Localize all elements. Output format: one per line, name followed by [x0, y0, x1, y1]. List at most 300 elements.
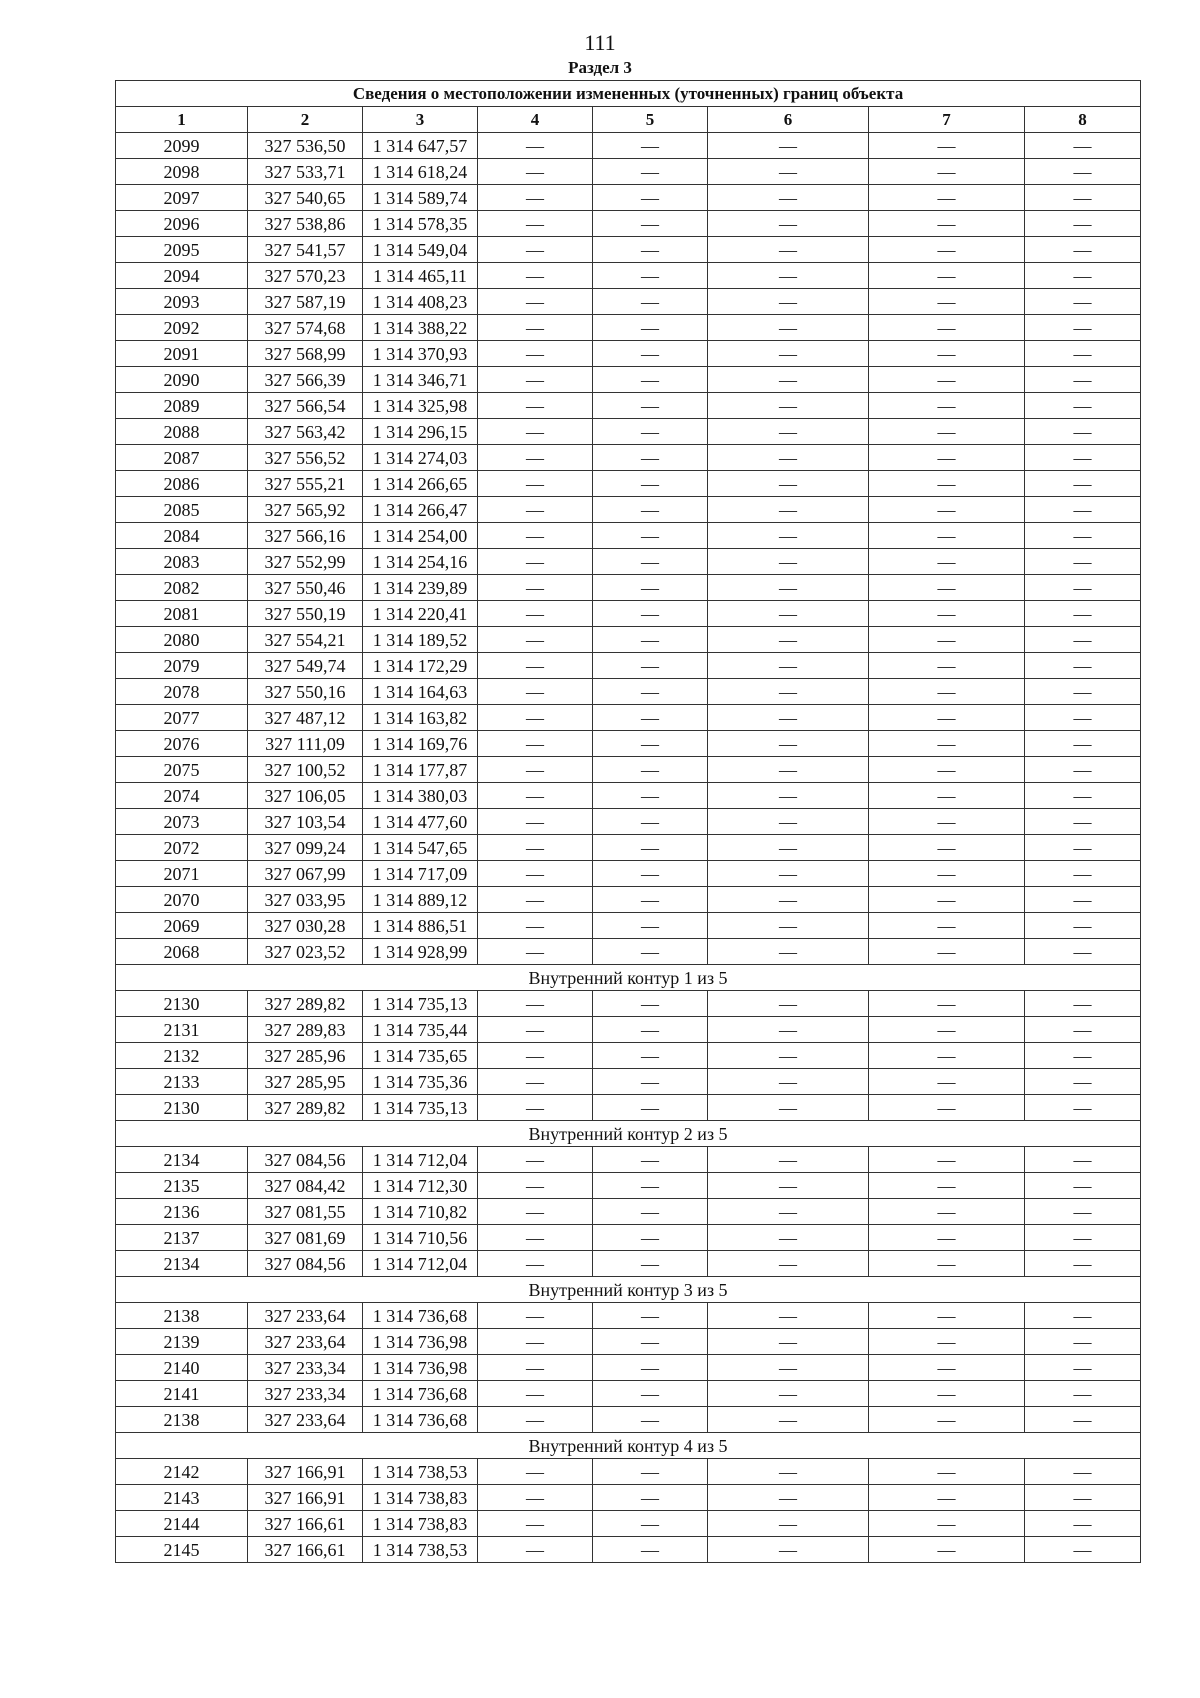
empty-value-dash: — [869, 1407, 1025, 1433]
point-number-cell: 2134 [116, 1251, 248, 1277]
empty-value-dash: — [478, 263, 593, 289]
table-row [116, 133, 1141, 159]
empty-value-dash: — [1025, 679, 1141, 705]
table-row [116, 1303, 1141, 1329]
empty-value-dash: — [478, 1199, 593, 1225]
empty-value-dash: — [478, 1095, 593, 1121]
empty-value-dash: — [1025, 237, 1141, 263]
empty-value-dash: — [1025, 315, 1141, 341]
contour-label: Внутренний контур 1 из 5 [116, 965, 1141, 991]
x-coordinate-cell: 327 550,19 [248, 601, 363, 627]
empty-value-dash: — [593, 1537, 708, 1563]
empty-value-dash: — [478, 1381, 593, 1407]
empty-value-dash: — [869, 237, 1025, 263]
empty-value-dash: — [708, 991, 869, 1017]
empty-value-dash: — [593, 991, 708, 1017]
point-number-cell: 2069 [116, 913, 248, 939]
empty-value-dash: — [478, 367, 593, 393]
table-row [116, 341, 1141, 367]
empty-value-dash: — [478, 549, 593, 575]
empty-value-dash: — [869, 1459, 1025, 1485]
empty-value-dash: — [1025, 809, 1141, 835]
empty-value-dash: — [593, 1511, 708, 1537]
y-coordinate-cell: 1 314 618,24 [363, 159, 478, 185]
point-number-cell: 2139 [116, 1329, 248, 1355]
point-number-cell: 2098 [116, 159, 248, 185]
point-number-cell: 2068 [116, 939, 248, 965]
point-number-cell: 2143 [116, 1485, 248, 1511]
table-row [116, 705, 1141, 731]
empty-value-dash: — [708, 757, 869, 783]
point-number-cell: 2075 [116, 757, 248, 783]
point-number-cell: 2089 [116, 393, 248, 419]
empty-value-dash: — [593, 1225, 708, 1251]
contour-header-row [116, 1277, 1141, 1303]
empty-value-dash: — [708, 497, 869, 523]
y-coordinate-cell: 1 314 738,83 [363, 1485, 478, 1511]
empty-value-dash: — [708, 1459, 869, 1485]
empty-value-dash: — [708, 1511, 869, 1537]
empty-value-dash: — [593, 471, 708, 497]
x-coordinate-cell: 327 084,42 [248, 1173, 363, 1199]
contour-label: Внутренний контур 3 из 5 [116, 1277, 1141, 1303]
empty-value-dash: — [708, 1303, 869, 1329]
y-coordinate-cell: 1 314 712,04 [363, 1251, 478, 1277]
empty-value-dash: — [1025, 1225, 1141, 1251]
x-coordinate-cell: 327 233,64 [248, 1303, 363, 1329]
empty-value-dash: — [869, 549, 1025, 575]
point-number-cell: 2130 [116, 991, 248, 1017]
empty-value-dash: — [869, 887, 1025, 913]
point-number-cell: 2090 [116, 367, 248, 393]
table-row [116, 575, 1141, 601]
column-header: 3 [363, 107, 478, 133]
x-coordinate-cell: 327 570,23 [248, 263, 363, 289]
empty-value-dash: — [593, 133, 708, 159]
empty-value-dash: — [1025, 757, 1141, 783]
empty-value-dash: — [593, 757, 708, 783]
y-coordinate-cell: 1 314 710,56 [363, 1225, 478, 1251]
x-coordinate-cell: 327 166,61 [248, 1537, 363, 1563]
empty-value-dash: — [593, 1329, 708, 1355]
empty-value-dash: — [478, 731, 593, 757]
empty-value-dash: — [1025, 367, 1141, 393]
table-row [116, 471, 1141, 497]
empty-value-dash: — [708, 705, 869, 731]
y-coordinate-cell: 1 314 889,12 [363, 887, 478, 913]
empty-value-dash: — [478, 471, 593, 497]
empty-value-dash: — [869, 523, 1025, 549]
x-coordinate-cell: 327 568,99 [248, 341, 363, 367]
empty-value-dash: — [1025, 835, 1141, 861]
y-coordinate-cell: 1 314 388,22 [363, 315, 478, 341]
y-coordinate-cell: 1 314 736,98 [363, 1355, 478, 1381]
point-number-cell: 2145 [116, 1537, 248, 1563]
empty-value-dash: — [869, 341, 1025, 367]
empty-value-dash: — [869, 393, 1025, 419]
table-row [116, 1459, 1141, 1485]
x-coordinate-cell: 327 289,82 [248, 1095, 363, 1121]
table-row [116, 1017, 1141, 1043]
empty-value-dash: — [869, 653, 1025, 679]
y-coordinate-cell: 1 314 738,53 [363, 1459, 478, 1485]
empty-value-dash: — [869, 991, 1025, 1017]
x-coordinate-cell: 327 554,21 [248, 627, 363, 653]
empty-value-dash: — [708, 809, 869, 835]
x-coordinate-cell: 327 556,52 [248, 445, 363, 471]
empty-value-dash: — [708, 1147, 869, 1173]
point-number-cell: 2134 [116, 1147, 248, 1173]
x-coordinate-cell: 327 084,56 [248, 1251, 363, 1277]
y-coordinate-cell: 1 314 177,87 [363, 757, 478, 783]
point-number-cell: 2092 [116, 315, 248, 341]
empty-value-dash: — [478, 289, 593, 315]
table-row [116, 757, 1141, 783]
table-row [116, 263, 1141, 289]
table-row [116, 1407, 1141, 1433]
y-coordinate-cell: 1 314 254,16 [363, 549, 478, 575]
point-number-cell: 2077 [116, 705, 248, 731]
table-row [116, 1511, 1141, 1537]
empty-value-dash: — [708, 1173, 869, 1199]
empty-value-dash: — [869, 783, 1025, 809]
empty-value-dash: — [593, 1485, 708, 1511]
empty-value-dash: — [1025, 263, 1141, 289]
empty-value-dash: — [1025, 549, 1141, 575]
empty-value-dash: — [869, 367, 1025, 393]
empty-value-dash: — [869, 1199, 1025, 1225]
empty-value-dash: — [869, 471, 1025, 497]
empty-value-dash: — [869, 861, 1025, 887]
empty-value-dash: — [708, 1095, 869, 1121]
empty-value-dash: — [593, 705, 708, 731]
empty-value-dash: — [478, 601, 593, 627]
empty-value-dash: — [593, 1303, 708, 1329]
empty-value-dash: — [478, 757, 593, 783]
empty-value-dash: — [869, 809, 1025, 835]
y-coordinate-cell: 1 314 408,23 [363, 289, 478, 315]
empty-value-dash: — [1025, 1355, 1141, 1381]
table-row [116, 1329, 1141, 1355]
empty-value-dash: — [869, 1017, 1025, 1043]
table-row [116, 731, 1141, 757]
empty-value-dash: — [1025, 601, 1141, 627]
y-coordinate-cell: 1 314 254,00 [363, 523, 478, 549]
x-coordinate-cell: 327 552,99 [248, 549, 363, 575]
y-coordinate-cell: 1 314 380,03 [363, 783, 478, 809]
x-coordinate-cell: 327 563,42 [248, 419, 363, 445]
point-number-cell: 2131 [116, 1017, 248, 1043]
table-row [116, 783, 1141, 809]
point-number-cell: 2085 [116, 497, 248, 523]
empty-value-dash: — [478, 133, 593, 159]
point-number-cell: 2071 [116, 861, 248, 887]
point-number-cell: 2076 [116, 731, 248, 757]
point-number-cell: 2130 [116, 1095, 248, 1121]
empty-value-dash: — [478, 159, 593, 185]
empty-value-dash: — [1025, 1095, 1141, 1121]
x-coordinate-cell: 327 550,16 [248, 679, 363, 705]
column-header-row [116, 107, 1141, 133]
empty-value-dash: — [593, 887, 708, 913]
point-number-cell: 2135 [116, 1173, 248, 1199]
x-coordinate-cell: 327 023,52 [248, 939, 363, 965]
x-coordinate-cell: 327 289,83 [248, 1017, 363, 1043]
table-row [116, 289, 1141, 315]
x-coordinate-cell: 327 540,65 [248, 185, 363, 211]
empty-value-dash: — [478, 1147, 593, 1173]
empty-value-dash: — [478, 1485, 593, 1511]
empty-value-dash: — [869, 1355, 1025, 1381]
empty-value-dash: — [869, 939, 1025, 965]
empty-value-dash: — [869, 1043, 1025, 1069]
y-coordinate-cell: 1 314 370,93 [363, 341, 478, 367]
table-row [116, 315, 1141, 341]
empty-value-dash: — [478, 497, 593, 523]
point-number-cell: 2072 [116, 835, 248, 861]
empty-value-dash: — [1025, 1485, 1141, 1511]
empty-value-dash: — [708, 861, 869, 887]
y-coordinate-cell: 1 314 172,29 [363, 653, 478, 679]
y-coordinate-cell: 1 314 465,11 [363, 263, 478, 289]
table-row [116, 939, 1141, 965]
empty-value-dash: — [708, 1329, 869, 1355]
empty-value-dash: — [869, 1329, 1025, 1355]
empty-value-dash: — [1025, 185, 1141, 211]
x-coordinate-cell: 327 574,68 [248, 315, 363, 341]
empty-value-dash: — [708, 1017, 869, 1043]
empty-value-dash: — [593, 1407, 708, 1433]
table-row [116, 679, 1141, 705]
empty-value-dash: — [708, 939, 869, 965]
empty-value-dash: — [593, 913, 708, 939]
point-number-cell: 2099 [116, 133, 248, 159]
empty-value-dash: — [869, 913, 1025, 939]
empty-value-dash: — [593, 523, 708, 549]
point-number-cell: 2074 [116, 783, 248, 809]
point-number-cell: 2081 [116, 601, 248, 627]
point-number-cell: 2140 [116, 1355, 248, 1381]
empty-value-dash: — [593, 1017, 708, 1043]
empty-value-dash: — [1025, 939, 1141, 965]
empty-value-dash: — [869, 1173, 1025, 1199]
empty-value-dash: — [593, 419, 708, 445]
column-header: 5 [593, 107, 708, 133]
y-coordinate-cell: 1 314 325,98 [363, 393, 478, 419]
y-coordinate-cell: 1 314 169,76 [363, 731, 478, 757]
empty-value-dash: — [869, 289, 1025, 315]
empty-value-dash: — [478, 939, 593, 965]
empty-value-dash: — [1025, 1407, 1141, 1433]
table-row [116, 237, 1141, 263]
point-number-cell: 2142 [116, 1459, 248, 1485]
empty-value-dash: — [478, 575, 593, 601]
empty-value-dash: — [1025, 1017, 1141, 1043]
empty-value-dash: — [1025, 1329, 1141, 1355]
x-coordinate-cell: 327 081,69 [248, 1225, 363, 1251]
empty-value-dash: — [1025, 159, 1141, 185]
y-coordinate-cell: 1 314 717,09 [363, 861, 478, 887]
table-title-row [116, 81, 1141, 107]
empty-value-dash: — [593, 939, 708, 965]
empty-value-dash: — [1025, 913, 1141, 939]
empty-value-dash: — [708, 263, 869, 289]
empty-value-dash: — [708, 1069, 869, 1095]
empty-value-dash: — [593, 159, 708, 185]
x-coordinate-cell: 327 033,95 [248, 887, 363, 913]
empty-value-dash: — [1025, 133, 1141, 159]
x-coordinate-cell: 327 166,61 [248, 1511, 363, 1537]
empty-value-dash: — [593, 289, 708, 315]
empty-value-dash: — [593, 1095, 708, 1121]
empty-value-dash: — [1025, 523, 1141, 549]
empty-value-dash: — [478, 653, 593, 679]
empty-value-dash: — [593, 263, 708, 289]
table-row [116, 861, 1141, 887]
table-row [116, 549, 1141, 575]
empty-value-dash: — [708, 549, 869, 575]
x-coordinate-cell: 327 081,55 [248, 1199, 363, 1225]
empty-value-dash: — [708, 835, 869, 861]
empty-value-dash: — [593, 1147, 708, 1173]
empty-value-dash: — [869, 1381, 1025, 1407]
x-coordinate-cell: 327 565,92 [248, 497, 363, 523]
column-header: 4 [478, 107, 593, 133]
empty-value-dash: — [593, 627, 708, 653]
table-row [116, 367, 1141, 393]
y-coordinate-cell: 1 314 220,41 [363, 601, 478, 627]
y-coordinate-cell: 1 314 189,52 [363, 627, 478, 653]
empty-value-dash: — [478, 809, 593, 835]
empty-value-dash: — [1025, 1537, 1141, 1563]
empty-value-dash: — [708, 1537, 869, 1563]
y-coordinate-cell: 1 314 266,47 [363, 497, 478, 523]
x-coordinate-cell: 327 541,57 [248, 237, 363, 263]
x-coordinate-cell: 327 549,74 [248, 653, 363, 679]
x-coordinate-cell: 327 111,09 [248, 731, 363, 757]
empty-value-dash: — [478, 523, 593, 549]
point-number-cell: 2095 [116, 237, 248, 263]
y-coordinate-cell: 1 314 712,04 [363, 1147, 478, 1173]
empty-value-dash: — [869, 575, 1025, 601]
empty-value-dash: — [593, 211, 708, 237]
empty-value-dash: — [478, 1225, 593, 1251]
empty-value-dash: — [869, 211, 1025, 237]
empty-value-dash: — [593, 809, 708, 835]
empty-value-dash: — [869, 1537, 1025, 1563]
empty-value-dash: — [869, 601, 1025, 627]
empty-value-dash: — [1025, 1199, 1141, 1225]
contour-header-row [116, 1121, 1141, 1147]
y-coordinate-cell: 1 314 163,82 [363, 705, 478, 731]
empty-value-dash: — [869, 1251, 1025, 1277]
empty-value-dash: — [478, 315, 593, 341]
empty-value-dash: — [478, 1017, 593, 1043]
empty-value-dash: — [869, 1095, 1025, 1121]
table-row [116, 1251, 1141, 1277]
empty-value-dash: — [593, 601, 708, 627]
empty-value-dash: — [708, 913, 869, 939]
empty-value-dash: — [708, 185, 869, 211]
empty-value-dash: — [478, 1329, 593, 1355]
empty-value-dash: — [869, 1511, 1025, 1537]
empty-value-dash: — [708, 237, 869, 263]
column-header: 7 [869, 107, 1025, 133]
empty-value-dash: — [478, 445, 593, 471]
empty-value-dash: — [478, 1173, 593, 1199]
empty-value-dash: — [478, 679, 593, 705]
empty-value-dash: — [869, 445, 1025, 471]
x-coordinate-cell: 327 233,64 [248, 1407, 363, 1433]
empty-value-dash: — [708, 627, 869, 653]
empty-value-dash: — [478, 1459, 593, 1485]
column-header: 2 [248, 107, 363, 133]
x-coordinate-cell: 327 566,39 [248, 367, 363, 393]
empty-value-dash: — [1025, 653, 1141, 679]
x-coordinate-cell: 327 555,21 [248, 471, 363, 497]
empty-value-dash: — [1025, 393, 1141, 419]
empty-value-dash: — [593, 1043, 708, 1069]
table-row [116, 1537, 1141, 1563]
empty-value-dash: — [1025, 445, 1141, 471]
table-row [116, 1355, 1141, 1381]
y-coordinate-cell: 1 314 164,63 [363, 679, 478, 705]
y-coordinate-cell: 1 314 274,03 [363, 445, 478, 471]
table-row [116, 1043, 1141, 1069]
empty-value-dash: — [708, 1043, 869, 1069]
empty-value-dash: — [1025, 1459, 1141, 1485]
y-coordinate-cell: 1 314 296,15 [363, 419, 478, 445]
y-coordinate-cell: 1 314 647,57 [363, 133, 478, 159]
x-coordinate-cell: 327 538,86 [248, 211, 363, 237]
point-number-cell: 2096 [116, 211, 248, 237]
empty-value-dash: — [593, 393, 708, 419]
x-coordinate-cell: 327 233,64 [248, 1329, 363, 1355]
table-row [116, 211, 1141, 237]
y-coordinate-cell: 1 314 736,68 [363, 1407, 478, 1433]
point-number-cell: 2084 [116, 523, 248, 549]
empty-value-dash: — [1025, 887, 1141, 913]
empty-value-dash: — [1025, 497, 1141, 523]
empty-value-dash: — [478, 1407, 593, 1433]
boundary-table [115, 80, 1141, 1563]
page-number: 111 [584, 30, 616, 55]
empty-value-dash: — [593, 835, 708, 861]
empty-value-dash: — [708, 367, 869, 393]
empty-value-dash: — [478, 419, 593, 445]
empty-value-dash: — [1025, 1043, 1141, 1069]
empty-value-dash: — [1025, 419, 1141, 445]
y-coordinate-cell: 1 314 735,13 [363, 1095, 478, 1121]
x-coordinate-cell: 327 533,71 [248, 159, 363, 185]
x-coordinate-cell: 327 166,91 [248, 1459, 363, 1485]
empty-value-dash: — [1025, 1173, 1141, 1199]
table-row [116, 1069, 1141, 1095]
point-number-cell: 2070 [116, 887, 248, 913]
x-coordinate-cell: 327 166,91 [248, 1485, 363, 1511]
empty-value-dash: — [478, 1043, 593, 1069]
empty-value-dash: — [593, 1459, 708, 1485]
column-header: 6 [708, 107, 869, 133]
empty-value-dash: — [869, 731, 1025, 757]
empty-value-dash: — [869, 185, 1025, 211]
empty-value-dash: — [1025, 731, 1141, 757]
empty-value-dash: — [1025, 627, 1141, 653]
y-coordinate-cell: 1 314 736,68 [363, 1303, 478, 1329]
table-body [116, 133, 1141, 1563]
empty-value-dash: — [593, 575, 708, 601]
empty-value-dash: — [1025, 783, 1141, 809]
